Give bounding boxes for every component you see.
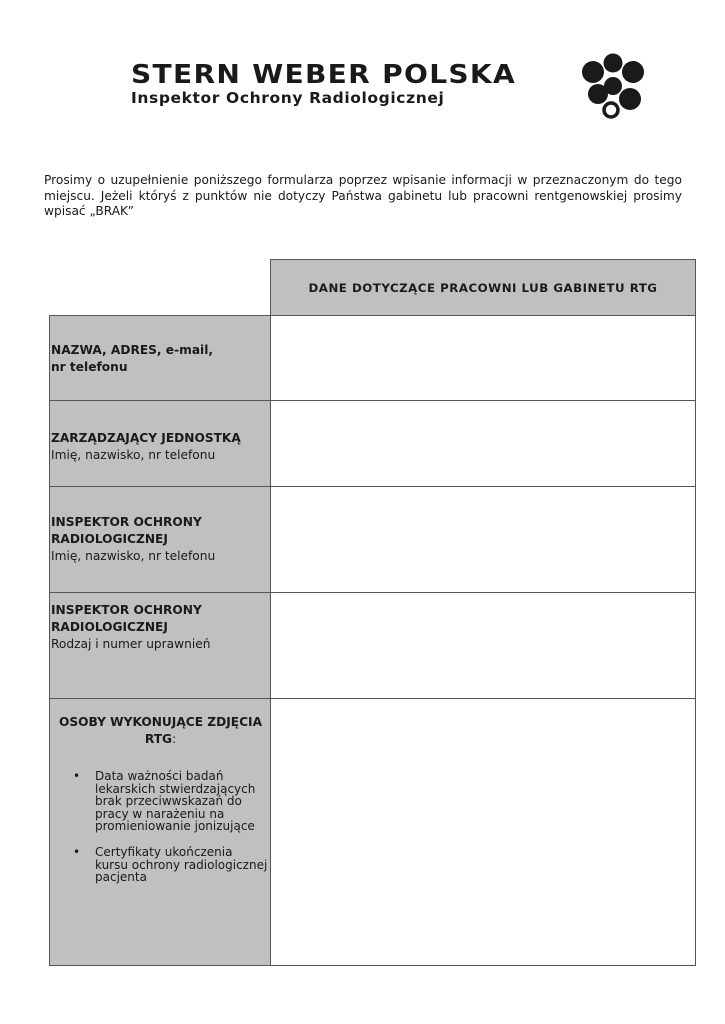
row-title: nr telefonu — [51, 360, 128, 374]
inspector-license-input[interactable] — [270, 593, 696, 699]
brand-subtitle: Inspektor Ochrony Radiologicznej — [131, 89, 445, 107]
name-address-input[interactable] — [270, 315, 696, 401]
list-item — [51, 770, 270, 833]
row-title: RADIOLOGICZNEJ — [51, 620, 168, 634]
row-label — [49, 593, 271, 699]
row-title: INSPEKTOR OCHRONY — [51, 515, 202, 529]
row-label — [49, 699, 271, 966]
row-label — [49, 315, 271, 401]
row-title: ZARZĄDZAJĄCY JEDNOSTKĄ — [51, 431, 241, 445]
row-title-line2 — [51, 731, 270, 748]
brand-name: STERN WEBER POLSKA — [131, 60, 516, 90]
row-subtitle: Imię, nazwisko, nr telefonu — [51, 448, 216, 462]
row-title: INSPEKTOR OCHRONY — [51, 603, 202, 617]
row-subtitle: Rodzaj i numer uprawnień — [51, 637, 211, 651]
form-row-inspector-license — [49, 593, 696, 699]
row-label — [49, 487, 271, 593]
column-header: DANE DOTYCZĄCE PRACOWNI LUB GABINETU RTG — [270, 259, 696, 316]
inspector-contact-input[interactable] — [270, 487, 696, 593]
bullet-icon: • — [73, 844, 81, 859]
header — [0, 0, 725, 140]
requirements-list — [51, 770, 270, 884]
intro-paragraph: Prosimy o uzupełnienie poniższego formularza poprzez wpisanie informacji w przeznaczonym do tego miejscu. Jeżeli któryś z punktów nie dotyczy Państwa gabinetu lub pracowni rentgenowskiej prosimy wpisać „BRAK” — [44, 173, 682, 218]
form-row-inspector-contact — [49, 487, 696, 593]
form-row-name-address — [49, 315, 696, 401]
form-row-xray-staff — [49, 699, 696, 966]
row-title: NAZWA, ADRES, e-mail, — [51, 343, 214, 357]
row-label — [49, 401, 271, 487]
list-item-text: Data ważności badań lekarskich stwierdzających brak przeciwwskazań do pracy w narażeniu na promieniowanie jonizujące — [95, 769, 256, 834]
logo-icon — [578, 52, 648, 122]
row-title: RADIOLOGICZNEJ — [51, 532, 168, 546]
manager-input[interactable] — [270, 401, 696, 487]
xray-staff-input[interactable] — [270, 699, 696, 966]
form-row-manager — [49, 401, 696, 487]
row-title: OSOBY WYKONUJĄCE ZDJĘCIA — [58, 715, 262, 729]
row-title-suffix: : — [172, 732, 177, 746]
row-title: RTG — [144, 732, 173, 746]
list-item — [51, 846, 270, 884]
list-item-text: Certyfikaty ukończenia kursu ochrony radiologicznej pacjenta — [95, 844, 268, 885]
bullet-icon: • — [73, 769, 81, 783]
row-subtitle: Imię, nazwisko, nr telefonu — [51, 549, 216, 563]
